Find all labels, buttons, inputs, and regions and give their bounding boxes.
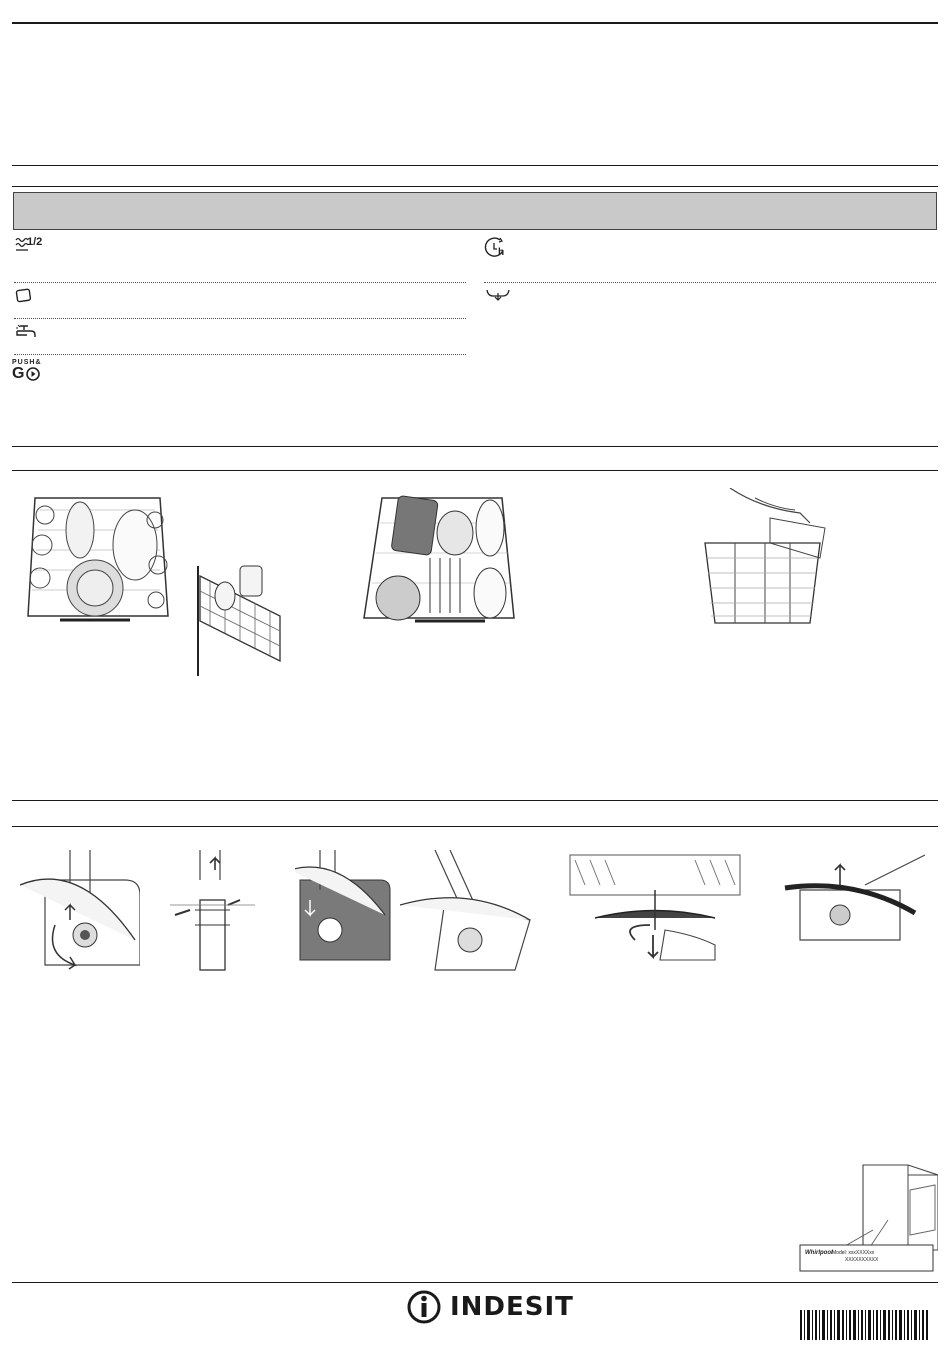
rating-plate-code: XXXXXXXXXX: [845, 1257, 879, 1263]
cutlery-basket-illustration: [695, 488, 835, 633]
upper-rack-side-illustration: [195, 556, 290, 681]
upper-spray-arm-illustration: [565, 850, 745, 970]
section-rule-5: [12, 800, 938, 801]
section-rule-2: [12, 186, 938, 187]
delay-start-label: h: [498, 247, 505, 258]
indesit-logo-icon: [406, 1289, 442, 1325]
section-rule-3: [12, 446, 938, 447]
tap-icon: [14, 323, 38, 343]
drying-icon: [485, 287, 511, 303]
tablet-option: [15, 288, 33, 304]
rating-plate-brand: Whirlpool: [805, 1250, 833, 1256]
filter-step-4-illustration: [400, 850, 535, 975]
rating-plate-model: Model: xxxXXXXxx: [832, 1250, 875, 1256]
filter-step-3-illustration: [295, 850, 395, 965]
divider-4: [484, 282, 936, 283]
drying-option: [485, 287, 511, 303]
lower-spray-arm-illustration: [780, 850, 925, 945]
upper-basket-illustration: [360, 493, 520, 633]
half-load-label: 1/2: [27, 236, 43, 248]
section-rule-4: [12, 470, 938, 471]
footer-rule: [12, 1282, 938, 1283]
push-go-option: [12, 359, 42, 383]
brand-logo: [406, 1289, 574, 1325]
options-header-bar: [13, 192, 937, 230]
top-rule: [12, 22, 938, 24]
push-go-icon: [25, 366, 41, 382]
divider-3: [14, 354, 466, 355]
filter-step-2-illustration: [170, 850, 255, 975]
tablet-icon: [15, 288, 33, 304]
filter-step-1-illustration: [15, 850, 140, 975]
tap-option: [14, 323, 38, 343]
push-go-label-top: PUSH&: [12, 359, 42, 366]
push-go-label-main: G: [12, 365, 25, 382]
barcode: [800, 1310, 928, 1340]
delay-start-option: [484, 236, 510, 260]
lower-basket-illustration: [20, 490, 170, 640]
brand-name: INDESIT: [450, 1292, 574, 1322]
section-rule-1: [12, 165, 938, 166]
divider-1: [14, 282, 466, 283]
delay-clock-icon: [484, 236, 510, 260]
section-rule-6: [12, 826, 938, 827]
divider-2: [14, 318, 466, 319]
